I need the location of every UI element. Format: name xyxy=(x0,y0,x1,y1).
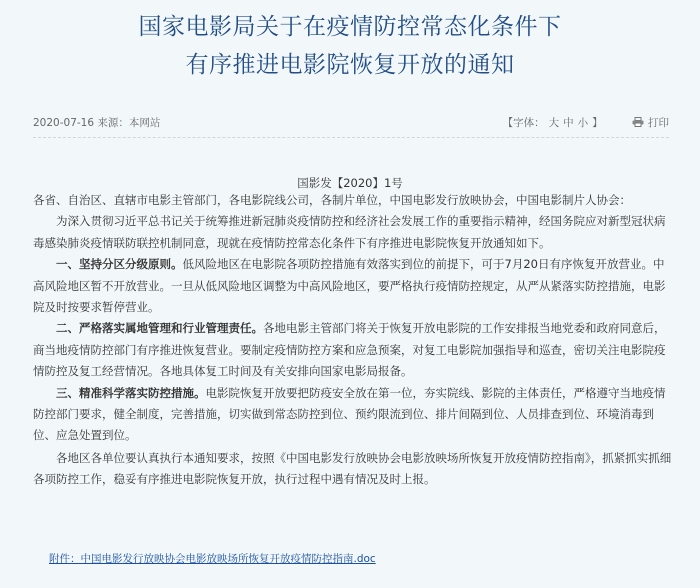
article-tools xyxy=(501,114,669,132)
font-size-close: 】 xyxy=(592,117,603,129)
closing-paragraph: 各地区各单位要认真执行本通知要求，按照《中国电影发行放映协会电影放映场所恢复开放疫情防控指南》，抓紧抓实抓细各项防控工作，稳妥有序推进电影院恢复开放，执行过程中遇有情况及时上报。 xyxy=(33,450,672,487)
attachment xyxy=(33,551,376,567)
section-1-text: 低风险地区在电影院各项防控措施有效落实到位的前提下，可于7月20日有序恢复开放营业。中高风险地区暂不开放营业。一旦从低风险地区调整为中高风险地区，要严格执行疫情防控规定，从严从紧落实防控措施，电影院及时按要求暂停营业。 xyxy=(33,257,666,315)
intro-paragraph: 为深入贯彻习近平总书记关于统筹推进新冠肺炎疫情防控和经济社会发展工作的重要指示精神，经国务院应对新型冠状病毒感染肺炎疫情联防联控机制同意，现就在疫情防控常态化条件下有序推进电影院恢复开放通知如下。 xyxy=(33,214,666,250)
font-size-large-button[interactable]: 大 xyxy=(548,117,560,129)
print-button[interactable] xyxy=(632,117,669,129)
document-number: 国影发【2020】1号 xyxy=(297,176,403,190)
section-3-text: 电影院恢复开放要把防疫安全放在第一位，夯实院线、影院的主体责任，严格遵守当地疫情防控部门要求，健全制度，完善措施，切实做到常态防控到位、预约限流到位、排片间隔到位、人员排查到位、环境消毒到位、应急处置到位。 xyxy=(33,385,666,443)
article-title xyxy=(0,8,700,84)
attachment-link[interactable]: 附件：中国电影发行放映协会电影放映场所恢复开放疫情防控指南.doc xyxy=(49,553,376,565)
article-body xyxy=(33,190,675,491)
font-size-small-button[interactable]: 小 xyxy=(577,117,589,129)
article-title-line-1: 国家电影局关于在疫情防控常态化条件下 xyxy=(138,14,562,40)
section-2-text: 各地电影主管部门将关于恢复开放电影院的工作安排报当地党委和政府同意后，商当地疫情防控部门有序推进恢复营业。要制定疫情防控方案和应急预案，对复工电影院加强指导和巡查，密切关注电影院疫情防控及复工经营情况。各地具体复工时间及有关安排向国家电影局报备。 xyxy=(33,321,666,379)
recipients: 各省、自治区、直辖市电影主管部门，各电影院线公司，各制片单位，中国电影发行放映协会，中国电影制片人协会： xyxy=(33,193,631,207)
section-2-paragraph xyxy=(33,318,675,382)
section-3-heading: 三、精准科学落实防控措施。 xyxy=(56,385,206,400)
divider xyxy=(33,137,669,138)
date-source: 2020-07-16 来源：本网站 xyxy=(33,117,161,129)
print-label: 打印 xyxy=(648,117,669,129)
article-meta-bar xyxy=(33,114,669,132)
section-1-paragraph xyxy=(33,254,675,318)
printer-icon xyxy=(632,117,644,127)
section-3-paragraph xyxy=(33,383,675,447)
section-1-heading: 一、坚持分区分级原则。 xyxy=(56,257,183,272)
font-size-control xyxy=(501,117,605,129)
font-size-label: 【字体： xyxy=(502,117,545,129)
section-2-heading: 二、严格落实属地管理和行业管理责任。 xyxy=(56,321,263,336)
article-title-line-2: 有序推进电影院恢复开放的通知 xyxy=(185,52,515,78)
font-size-medium-button[interactable]: 中 xyxy=(563,117,574,129)
